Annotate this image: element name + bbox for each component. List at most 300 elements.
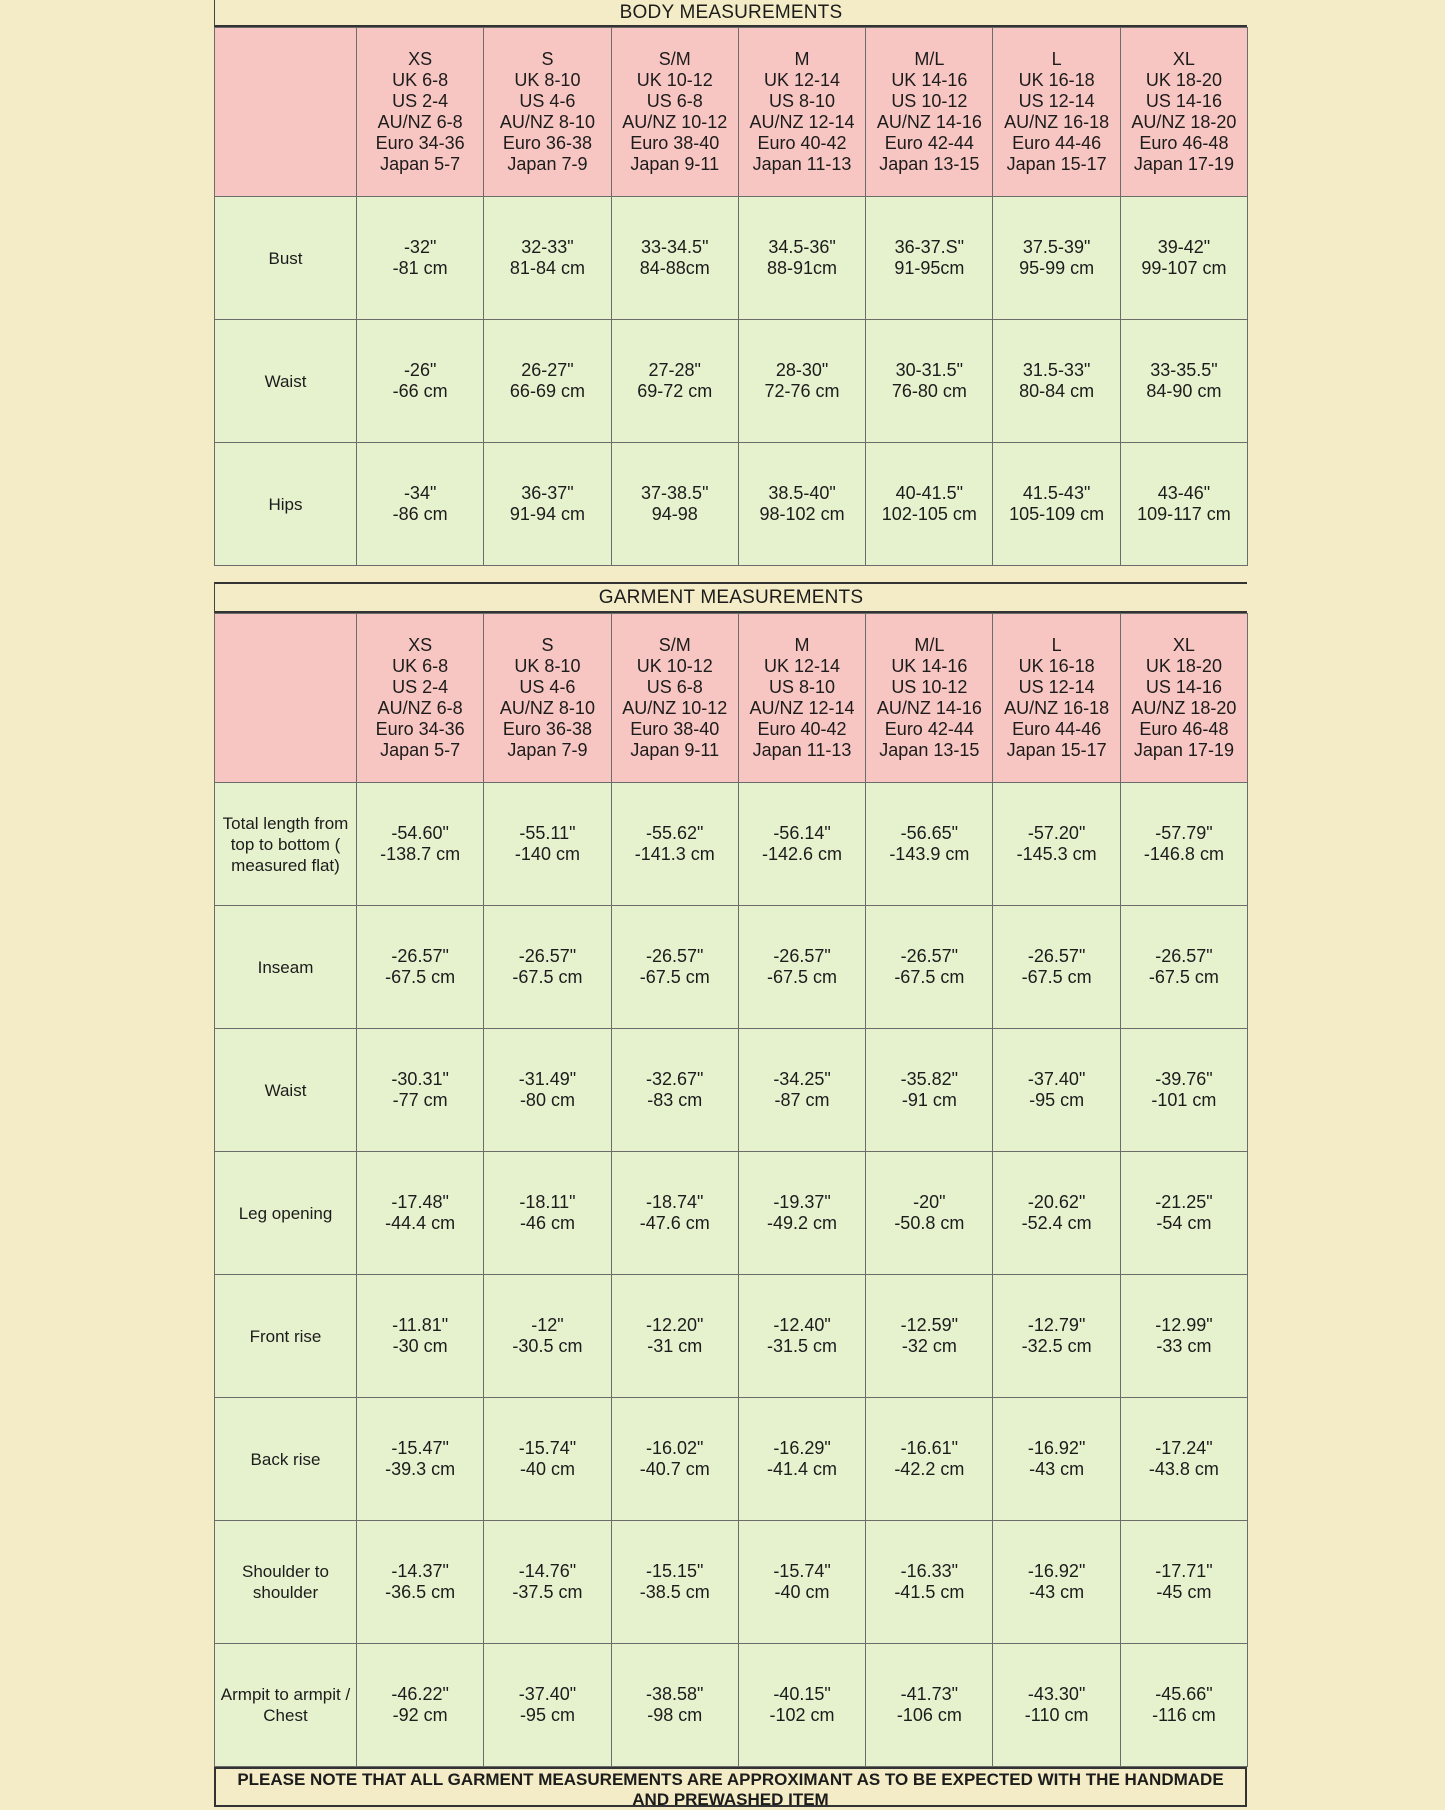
cell-text-line: -43 cm	[1029, 1582, 1085, 1602]
measurement-value-cell	[357, 1521, 484, 1644]
cell-text-line: -15.74"	[518, 1438, 577, 1458]
cell-text-line: -37.5 cm	[512, 1582, 583, 1602]
cell-text-line: M	[794, 635, 810, 655]
cell-text-line: -41.73"	[900, 1684, 959, 1704]
cell-text-line: -38.5 cm	[639, 1582, 710, 1602]
cell-text-line: -54 cm	[1156, 1213, 1212, 1233]
cell-text-line: US 10-12	[891, 91, 968, 111]
cell-text-line: 84-88cm	[639, 258, 710, 278]
cell-text-line: US 14-16	[1145, 91, 1222, 111]
measurement-value-cell	[1120, 1029, 1247, 1152]
cell-text-line: -20"	[913, 1192, 946, 1212]
measurement-value-cell	[993, 1644, 1120, 1767]
cell-text-line: -57.20"	[1027, 823, 1086, 843]
cell-text-line: shoulder	[252, 1583, 319, 1602]
cell-text-line: -30.5 cm	[512, 1336, 583, 1356]
cell-text-line: 38.5-40"	[768, 483, 836, 503]
cell-text-line: US 8-10	[769, 91, 836, 111]
cell-text-line: XL	[1172, 635, 1195, 655]
cell-text-line: 33-35.5"	[1150, 360, 1218, 380]
cell-text-line: US 6-8	[646, 91, 703, 111]
measurement-value-cell	[357, 1398, 484, 1521]
measurement-value-cell	[1120, 1398, 1247, 1521]
cell-text-line: Japan 5-7	[380, 154, 461, 174]
cell-text-line: -92 cm	[392, 1705, 448, 1725]
cell-text-line: -106 cm	[896, 1705, 962, 1725]
measurement-value-cell	[1120, 906, 1247, 1029]
measurement-value-cell	[611, 320, 738, 443]
measurement-value-cell	[866, 1152, 993, 1275]
cell-text-line: -46.22"	[391, 1684, 449, 1704]
size-header-row	[215, 614, 1248, 783]
measurement-value-cell	[1120, 443, 1247, 566]
measurement-value-cell	[866, 1029, 993, 1152]
cell-text-line: Euro 46-48	[1139, 719, 1229, 739]
measurement-label	[215, 1398, 357, 1521]
measurement-value-cell	[738, 1152, 865, 1275]
cell-text-line: AU/NZ 18-20	[1131, 698, 1237, 718]
cell-text-line: Japan 9-11	[630, 154, 720, 174]
cell-text-line: -80 cm	[519, 1090, 575, 1110]
size-header-cell	[1120, 614, 1247, 783]
cell-text-line: AU/NZ 18-20	[1131, 112, 1237, 132]
cell-text-line: 69-72 cm	[637, 381, 713, 401]
measurement-value-cell	[1120, 783, 1247, 906]
cell-text-line: -145.3 cm	[1016, 844, 1097, 864]
size-header-cell	[484, 28, 611, 197]
cell-text-line: -26.57"	[1027, 946, 1086, 966]
measurement-value-cell	[993, 1398, 1120, 1521]
cell-text-line: UK 10-12	[636, 70, 713, 90]
cell-text-line: Euro 40-42	[757, 719, 847, 739]
cell-text-line: 109-117 cm	[1137, 504, 1231, 524]
cell-text-line: -81 cm	[392, 258, 448, 278]
garment-measurements-title: GARMENT MEASUREMENTS	[214, 582, 1247, 613]
size-header-cell	[993, 614, 1120, 783]
measurement-label	[215, 320, 357, 443]
cell-text-line: -41.4 cm	[767, 1459, 838, 1479]
measurement-row	[215, 906, 1248, 1029]
cell-text-line: Japan 11-13	[752, 154, 852, 174]
cell-text-line: 40-41.5"	[895, 483, 964, 503]
measurement-value-cell	[484, 320, 611, 443]
measurement-value-cell	[484, 1029, 611, 1152]
measurement-value-cell	[738, 1029, 865, 1152]
cell-text-line: Japan 9-11	[630, 740, 720, 760]
cell-text-line: 32-33"	[521, 237, 574, 257]
body-measurements-table	[214, 27, 1248, 566]
cell-text-line: UK 12-14	[764, 70, 841, 90]
measurement-value-cell	[993, 1029, 1120, 1152]
cell-text-line: Waist	[264, 371, 307, 391]
measurement-value-cell	[1120, 197, 1247, 320]
measurement-value-cell	[738, 197, 865, 320]
cell-text-line: -55.62"	[646, 823, 704, 843]
cell-text-line: -46 cm	[519, 1213, 575, 1233]
measurement-value-cell	[611, 197, 738, 320]
cell-text-line: Japan 7-9	[507, 740, 588, 760]
cell-text-line: 36-37.S"	[894, 237, 965, 257]
cell-text-line: UK 6-8	[392, 70, 449, 90]
cell-text-line: AU/NZ 16-18	[1004, 698, 1110, 718]
cell-text-line: UK 10-12	[636, 656, 713, 676]
measurement-value-cell	[484, 1152, 611, 1275]
cell-text-line: Euro 46-48	[1139, 133, 1229, 153]
measurement-label	[215, 906, 357, 1029]
cell-text-line: -30.31"	[391, 1069, 449, 1089]
cell-text-line: UK 16-18	[1018, 70, 1095, 90]
measurement-value-cell	[866, 906, 993, 1029]
measurement-row	[215, 1398, 1248, 1521]
measurement-row	[215, 1275, 1248, 1398]
measurement-value-cell	[484, 1398, 611, 1521]
cell-text-line: -37.40"	[1027, 1069, 1086, 1089]
cell-text-line: -18.11"	[519, 1192, 576, 1212]
cell-text-line: US 10-12	[891, 677, 968, 697]
cell-text-line: -57.79"	[1155, 823, 1213, 843]
cell-text-line: -95 cm	[1029, 1090, 1085, 1110]
cell-text-line: -16.02"	[646, 1438, 704, 1458]
cell-text-line: AU/NZ 8-10	[499, 112, 595, 132]
cell-text-line: 43-46"	[1157, 483, 1211, 503]
cell-text-line: -35.82"	[900, 1069, 959, 1089]
cell-text-line: -26.57"	[646, 946, 704, 966]
cell-text-line: -45 cm	[1156, 1582, 1212, 1602]
cell-text-line: US 8-10	[769, 677, 836, 697]
cell-text-line: -31.49"	[518, 1069, 577, 1089]
measurement-value-cell	[357, 1644, 484, 1767]
cell-text-line: -67.5 cm	[1148, 967, 1219, 987]
cell-text-line: -66 cm	[392, 381, 448, 401]
cell-text-line: -26"	[403, 360, 437, 380]
measurement-label	[215, 1644, 357, 1767]
measurement-label	[215, 783, 357, 906]
cell-text-line: -26.57"	[1155, 946, 1213, 966]
cell-text-line: 72-76 cm	[764, 381, 840, 401]
measurement-value-cell	[866, 197, 993, 320]
measurement-value-cell	[484, 197, 611, 320]
cell-text-line: -37.40"	[518, 1684, 577, 1704]
cell-text-line: XS	[408, 635, 433, 655]
cell-text-line: -40 cm	[774, 1582, 830, 1602]
measurement-value-cell	[993, 320, 1120, 443]
cell-text-line: -116 cm	[1152, 1705, 1216, 1725]
cell-text-line: 80-84 cm	[1019, 381, 1095, 401]
cell-text-line: -12.20"	[646, 1315, 704, 1335]
cell-text-line: 37.5-39"	[1022, 237, 1091, 257]
cell-text-line: -15.74"	[773, 1561, 831, 1581]
measurement-row	[215, 783, 1248, 906]
size-header-row	[215, 28, 1248, 197]
measurement-value-cell	[357, 1152, 484, 1275]
cell-text-line: Euro 36-38	[502, 133, 592, 153]
cell-text-line: -95 cm	[519, 1705, 575, 1725]
cell-text-line: -33 cm	[1156, 1336, 1212, 1356]
cell-text-line: 88-91cm	[767, 258, 838, 278]
cell-text-line: -26.57"	[773, 946, 831, 966]
cell-text-line: XL	[1172, 49, 1195, 69]
garment-measurements-table	[214, 613, 1248, 1767]
measurement-value-cell	[484, 443, 611, 566]
cell-text-line: -12"	[531, 1315, 564, 1335]
cell-text-line: 91-95cm	[894, 258, 965, 278]
cell-text-line: 94-98	[651, 504, 698, 524]
cell-text-line: UK 8-10	[514, 70, 581, 90]
cell-text-line: Shoulder to	[242, 1562, 329, 1581]
cell-text-line: 36-37"	[521, 483, 574, 503]
cell-text-line: -15.47"	[391, 1438, 449, 1458]
cell-text-line: -86 cm	[392, 504, 448, 524]
measurement-value-cell	[866, 1398, 993, 1521]
measurement-row	[215, 1521, 1248, 1644]
cell-text-line: AU/NZ 6-8	[377, 112, 463, 132]
cell-text-line: US 2-4	[392, 677, 449, 697]
cell-text-line: -36.5 cm	[385, 1582, 456, 1602]
cell-text-line: AU/NZ 6-8	[377, 698, 463, 718]
cell-text-line: -39.76"	[1155, 1069, 1213, 1089]
cell-text-line: -11.81"	[392, 1315, 449, 1335]
measurement-value-cell	[357, 1275, 484, 1398]
cell-text-line: UK 16-18	[1018, 656, 1095, 676]
cell-text-line: -143.9 cm	[889, 844, 970, 864]
cell-text-line: -26.57"	[391, 946, 449, 966]
cell-text-line: 66-69 cm	[509, 381, 585, 401]
cell-text-line: AU/NZ 14-16	[876, 698, 982, 718]
cell-text-line: -34.25"	[773, 1069, 831, 1089]
cell-text-line: -56.65"	[900, 823, 959, 843]
size-header-cell	[738, 614, 865, 783]
cell-text-line: Waist	[264, 1080, 307, 1100]
cell-text-line: -43 cm	[1029, 1459, 1085, 1479]
measurement-value-cell	[738, 443, 865, 566]
cell-text-line: -40.7 cm	[639, 1459, 710, 1479]
cell-text-line: 31.5-33"	[1022, 360, 1091, 380]
cell-text-line: L	[1051, 49, 1062, 69]
cell-text-line: US 4-6	[519, 677, 576, 697]
cell-text-line: -12.79"	[1027, 1315, 1086, 1335]
cell-text-line: -14.37"	[391, 1561, 449, 1581]
measurement-value-cell	[611, 783, 738, 906]
cell-text-line: -16.92"	[1027, 1438, 1086, 1458]
cell-text-line: Japan 7-9	[507, 154, 588, 174]
cell-text-line: -55.11"	[519, 823, 576, 843]
header-corner-cell	[215, 28, 357, 197]
measurement-label	[215, 197, 357, 320]
cell-text-line: 26-27"	[521, 360, 574, 380]
cell-text-line: US 12-14	[1018, 677, 1095, 697]
measurement-label	[215, 1152, 357, 1275]
measurement-value-cell	[738, 1521, 865, 1644]
cell-text-line: Japan 15-17	[1006, 154, 1107, 174]
cell-text-line: AU/NZ 12-14	[749, 112, 855, 132]
measurement-value-cell	[484, 783, 611, 906]
measurement-value-cell	[611, 1029, 738, 1152]
measurement-value-cell	[484, 1644, 611, 1767]
cell-text-line: -47.6 cm	[639, 1213, 710, 1233]
cell-text-line: 41.5-43"	[1022, 483, 1091, 503]
measurement-value-cell	[484, 1521, 611, 1644]
measurement-value-cell	[611, 1644, 738, 1767]
cell-text-line: 28-30"	[775, 360, 829, 380]
cell-text-line: Japan 11-13	[752, 740, 852, 760]
cell-text-line: -83 cm	[647, 1090, 703, 1110]
cell-text-line: AU/NZ 12-14	[749, 698, 855, 718]
cell-text-line: 95-99 cm	[1019, 258, 1095, 278]
cell-text-line: 33-34.5"	[641, 237, 709, 257]
cell-text-line: -142.6 cm	[762, 844, 843, 864]
measurement-value-cell	[993, 1521, 1120, 1644]
cell-text-line: -16.61"	[900, 1438, 959, 1458]
measurement-label	[215, 1521, 357, 1644]
cell-text-line: UK 12-14	[764, 656, 841, 676]
measurement-value-cell	[738, 783, 865, 906]
size-header-cell	[993, 28, 1120, 197]
cell-text-line: -12.99"	[1155, 1315, 1213, 1335]
cell-text-line: -16.92"	[1027, 1561, 1086, 1581]
cell-text-line: Front rise	[249, 1326, 322, 1346]
measurement-value-cell	[357, 320, 484, 443]
cell-text-line: -32.67"	[646, 1069, 704, 1089]
cell-text-line: -16.33"	[900, 1561, 959, 1581]
cell-text-line: -26.57"	[518, 946, 577, 966]
cell-text-line: -15.15"	[646, 1561, 704, 1581]
cell-text-line: -45.66"	[1155, 1684, 1213, 1704]
measurement-value-cell	[611, 1275, 738, 1398]
cell-text-line: S/M	[658, 635, 691, 655]
measurement-value-cell	[1120, 1275, 1247, 1398]
cell-text-line: -40 cm	[519, 1459, 575, 1479]
size-header-cell	[357, 28, 484, 197]
measurement-value-cell	[357, 197, 484, 320]
cell-text-line: 30-31.5"	[895, 360, 964, 380]
cell-text-line: -42.2 cm	[894, 1459, 965, 1479]
measurement-value-cell	[993, 783, 1120, 906]
cell-text-line: 105-109 cm	[1009, 504, 1105, 524]
cell-text-line: Chest	[263, 1706, 308, 1725]
measurement-value-cell	[357, 1029, 484, 1152]
cell-text-line: -77 cm	[392, 1090, 448, 1110]
cell-text-line: -21.25"	[1155, 1192, 1213, 1212]
measurement-row	[215, 1644, 1248, 1767]
size-header-cell	[1120, 28, 1247, 197]
cell-text-line: 76-80 cm	[891, 381, 967, 401]
cell-text-line: AU/NZ 8-10	[499, 698, 595, 718]
cell-text-line: -31 cm	[647, 1336, 703, 1356]
cell-text-line: -41.5 cm	[894, 1582, 965, 1602]
cell-text-line: -67.5 cm	[894, 967, 965, 987]
measurement-row	[215, 320, 1248, 443]
cell-text-line: Japan 15-17	[1006, 740, 1107, 760]
cell-text-line: -67.5 cm	[639, 967, 710, 987]
cell-text-line: -44.4 cm	[385, 1213, 456, 1233]
cell-text-line: measured flat)	[231, 855, 340, 875]
cell-text-line: -141.3 cm	[634, 844, 715, 864]
measurement-row	[215, 443, 1248, 566]
cell-text-line: -52.4 cm	[1021, 1213, 1092, 1233]
cell-text-line: Japan 13-15	[879, 154, 980, 174]
cell-text-line: -26.57"	[900, 946, 959, 966]
measurement-value-cell	[738, 1275, 865, 1398]
cell-text-line: UK 14-16	[891, 656, 968, 676]
cell-text-line: -110 cm	[1024, 1705, 1089, 1725]
cell-text-line: 39-42"	[1157, 237, 1211, 257]
cell-text-line: -20.62"	[1027, 1192, 1086, 1212]
measurement-value-cell	[738, 906, 865, 1029]
measurement-value-cell	[484, 906, 611, 1029]
cell-text-line: Euro 42-44	[884, 133, 974, 153]
measurement-value-cell	[866, 1644, 993, 1767]
measurement-value-cell	[1120, 1152, 1247, 1275]
measurement-value-cell	[611, 906, 738, 1029]
cell-text-line: Euro 44-46	[1012, 133, 1102, 153]
cell-text-line: -39.3 cm	[385, 1459, 456, 1479]
footer-note: PLEASE NOTE THAT ALL GARMENT MEASUREMENTS ARE APPROXIMANT AS TO BE EXPECTED WITH THE HANDMADE AND PREWASHED ITEM	[214, 1767, 1247, 1807]
cell-text-line: 34.5-36"	[768, 237, 836, 257]
cell-text-line: Back rise	[250, 1449, 321, 1469]
cell-text-line: Euro 42-44	[884, 719, 974, 739]
cell-text-line: Euro 40-42	[757, 133, 847, 153]
cell-text-line: Japan 17-19	[1133, 740, 1234, 760]
size-header-cell	[866, 28, 993, 197]
cell-text-line: -18.74"	[646, 1192, 704, 1212]
cell-text-line: Japan 5-7	[380, 740, 461, 760]
cell-text-line: -67.5 cm	[512, 967, 583, 987]
measurement-value-cell	[993, 443, 1120, 566]
cell-text-line: -56.14"	[773, 823, 831, 843]
measurement-value-cell	[738, 1398, 865, 1521]
measurement-value-cell	[993, 197, 1120, 320]
measurement-row	[215, 1152, 1248, 1275]
cell-text-line: Euro 44-46	[1012, 719, 1102, 739]
cell-text-line: -38.58"	[646, 1684, 704, 1704]
measurement-value-cell	[993, 1152, 1120, 1275]
cell-text-line: top to bottom (	[230, 834, 341, 854]
cell-text-line: AU/NZ 16-18	[1004, 112, 1110, 132]
measurement-value-cell	[484, 1275, 611, 1398]
cell-text-line: -34"	[403, 483, 437, 503]
cell-text-line: Japan 17-19	[1133, 154, 1234, 174]
cell-text-line: UK 18-20	[1145, 70, 1222, 90]
cell-text-line: -43.8 cm	[1148, 1459, 1219, 1479]
cell-text-line: -17.48"	[391, 1192, 449, 1212]
cell-text-line: -54.60"	[391, 823, 449, 843]
measurement-row	[215, 197, 1248, 320]
cell-text-line: 91-94 cm	[509, 504, 585, 524]
cell-text-line: -138.7 cm	[380, 844, 461, 864]
measurement-value-cell	[357, 443, 484, 566]
cell-text-line: -12.40"	[773, 1315, 831, 1335]
cell-text-line: S	[541, 635, 554, 655]
measurement-value-cell	[866, 1275, 993, 1398]
cell-text-line: Inseam	[257, 957, 314, 977]
size-header-cell	[484, 614, 611, 783]
cell-text-line: S/M	[658, 49, 691, 69]
cell-text-line: -12.59"	[900, 1315, 959, 1335]
measurement-value-cell	[1120, 320, 1247, 443]
cell-text-line: -32 cm	[901, 1336, 957, 1356]
cell-text-line: UK 14-16	[891, 70, 968, 90]
cell-text-line: -67.5 cm	[767, 967, 838, 987]
cell-text-line: S	[541, 49, 554, 69]
cell-text-line: -98 cm	[647, 1705, 703, 1725]
measurement-value-cell	[357, 906, 484, 1029]
measurement-value-cell	[611, 1152, 738, 1275]
measurement-row	[215, 1029, 1248, 1152]
cell-text-line: -31.5 cm	[767, 1336, 838, 1356]
cell-text-line: -19.37"	[773, 1192, 831, 1212]
cell-text-line: -40.15"	[773, 1684, 831, 1704]
cell-text-line: L	[1051, 635, 1062, 655]
